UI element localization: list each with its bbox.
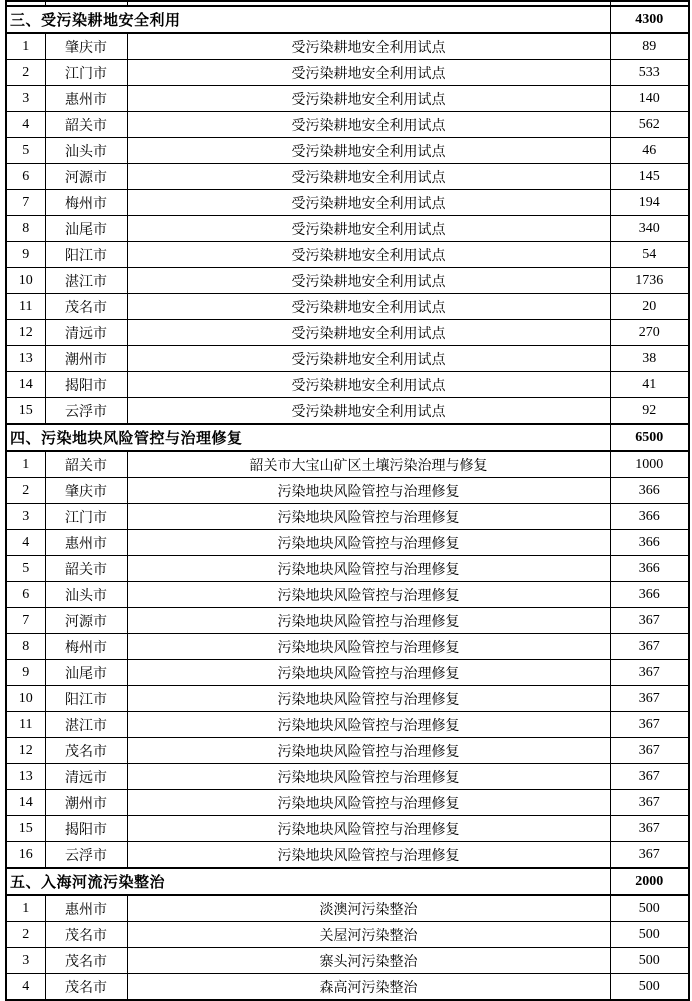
row-index-cell: 4 xyxy=(6,974,45,1001)
table-row xyxy=(6,294,689,320)
project-cell: 受污染耕地安全利用试点 xyxy=(127,268,610,294)
amount-cell: 500 xyxy=(610,922,689,948)
amount-cell: 367 xyxy=(610,712,689,738)
table-row xyxy=(6,112,689,138)
city-cell: 潮州市 xyxy=(45,346,127,372)
project-cell: 污染地块风险管控与治理修复 xyxy=(127,712,610,738)
project-cell: 受污染耕地安全利用试点 xyxy=(127,242,610,268)
project-cell: 关屋河污染整治 xyxy=(127,922,610,948)
project-cell: 污染地块风险管控与治理修复 xyxy=(127,634,610,660)
city-cell: 阳江市 xyxy=(45,686,127,712)
city-cell: 韶关市 xyxy=(45,112,127,138)
row-index-cell: 14 xyxy=(6,790,45,816)
row-index-cell: 2 xyxy=(6,922,45,948)
city-cell: 清远市 xyxy=(45,320,127,346)
project-cell: 受污染耕地安全利用试点 xyxy=(127,112,610,138)
row-index-cell: 8 xyxy=(6,216,45,242)
project-cell: 受污染耕地安全利用试点 xyxy=(127,164,610,190)
project-cell: 污染地块风险管控与治理修复 xyxy=(127,790,610,816)
project-cell: 污染地块风险管控与治理修复 xyxy=(127,842,610,869)
table-row xyxy=(6,33,689,60)
row-index-cell: 3 xyxy=(6,86,45,112)
amount-cell: 1736 xyxy=(610,268,689,294)
budget-allocation-table xyxy=(5,0,690,1001)
amount-cell: 367 xyxy=(610,660,689,686)
project-cell: 污染地块风险管控与治理修复 xyxy=(127,660,610,686)
table-row xyxy=(6,712,689,738)
amount-cell: 366 xyxy=(610,582,689,608)
city-cell: 江门市 xyxy=(45,60,127,86)
table-row xyxy=(6,895,689,922)
row-index-cell: 15 xyxy=(6,398,45,425)
table-row xyxy=(6,268,689,294)
table-row xyxy=(6,948,689,974)
amount-cell: 500 xyxy=(610,948,689,974)
project-cell: 污染地块风险管控与治理修复 xyxy=(127,530,610,556)
city-cell: 茂名市 xyxy=(45,738,127,764)
city-cell: 汕尾市 xyxy=(45,660,127,686)
section-total-cell: 6500 xyxy=(610,424,689,451)
row-index-cell: 9 xyxy=(6,660,45,686)
row-index-cell: 12 xyxy=(6,320,45,346)
city-cell: 潮州市 xyxy=(45,790,127,816)
row-index-cell: 16 xyxy=(6,842,45,869)
table-row xyxy=(6,216,689,242)
city-cell: 惠州市 xyxy=(45,895,127,922)
table-row xyxy=(6,922,689,948)
amount-cell: 366 xyxy=(610,556,689,582)
city-cell: 云浮市 xyxy=(45,398,127,425)
project-cell: 森高河污染整治 xyxy=(127,974,610,1001)
amount-cell: 367 xyxy=(610,608,689,634)
row-index-cell: 5 xyxy=(6,138,45,164)
project-cell: 受污染耕地安全利用试点 xyxy=(127,86,610,112)
table-row xyxy=(6,660,689,686)
city-cell: 湛江市 xyxy=(45,268,127,294)
row-index-cell: 14 xyxy=(6,372,45,398)
amount-cell: 46 xyxy=(610,138,689,164)
amount-cell: 367 xyxy=(610,816,689,842)
city-cell: 云浮市 xyxy=(45,842,127,869)
city-cell: 茂名市 xyxy=(45,948,127,974)
row-index-cell: 5 xyxy=(6,556,45,582)
amount-cell: 89 xyxy=(610,33,689,60)
section-header-row xyxy=(6,6,689,33)
amount-cell: 41 xyxy=(610,372,689,398)
project-cell: 受污染耕地安全利用试点 xyxy=(127,190,610,216)
project-cell: 受污染耕地安全利用试点 xyxy=(127,346,610,372)
project-cell: 污染地块风险管控与治理修复 xyxy=(127,504,610,530)
project-cell: 污染地块风险管控与治理修复 xyxy=(127,816,610,842)
amount-cell: 20 xyxy=(610,294,689,320)
city-cell: 揭阳市 xyxy=(45,372,127,398)
table-row xyxy=(6,608,689,634)
table-row xyxy=(6,530,689,556)
table-row xyxy=(6,451,689,478)
project-cell: 受污染耕地安全利用试点 xyxy=(127,398,610,425)
amount-cell: 366 xyxy=(610,478,689,504)
table-row xyxy=(6,842,689,869)
amount-cell: 340 xyxy=(610,216,689,242)
project-cell: 韶关市大宝山矿区土壤污染治理与修复 xyxy=(127,451,610,478)
budget-table-body xyxy=(6,1,689,1000)
row-index-cell: 9 xyxy=(6,242,45,268)
amount-cell: 145 xyxy=(610,164,689,190)
table-row xyxy=(6,634,689,660)
row-index-cell: 13 xyxy=(6,764,45,790)
table-row xyxy=(6,346,689,372)
row-index-cell: 4 xyxy=(6,112,45,138)
amount-cell: 562 xyxy=(610,112,689,138)
city-cell: 汕头市 xyxy=(45,138,127,164)
row-index-cell: 11 xyxy=(6,712,45,738)
row-index-cell: 6 xyxy=(6,582,45,608)
city-cell: 河源市 xyxy=(45,164,127,190)
amount-cell: 533 xyxy=(610,60,689,86)
table-row xyxy=(6,372,689,398)
project-cell: 污染地块风险管控与治理修复 xyxy=(127,582,610,608)
amount-cell: 367 xyxy=(610,842,689,869)
section-total-cell: 4300 xyxy=(610,6,689,33)
amount-cell: 270 xyxy=(610,320,689,346)
row-index-cell: 10 xyxy=(6,686,45,712)
table-row xyxy=(6,738,689,764)
row-index-cell: 1 xyxy=(6,33,45,60)
table-row xyxy=(6,86,689,112)
city-cell: 湛江市 xyxy=(45,712,127,738)
amount-cell: 1000 xyxy=(610,451,689,478)
city-cell: 揭阳市 xyxy=(45,816,127,842)
row-index-cell: 7 xyxy=(6,190,45,216)
table-row xyxy=(6,190,689,216)
amount-cell: 500 xyxy=(610,974,689,1001)
table-row xyxy=(6,60,689,86)
city-cell: 肇庆市 xyxy=(45,478,127,504)
amount-cell: 500 xyxy=(610,895,689,922)
table-row xyxy=(6,686,689,712)
project-cell: 污染地块风险管控与治理修复 xyxy=(127,764,610,790)
amount-cell: 366 xyxy=(610,504,689,530)
row-index-cell: 2 xyxy=(6,478,45,504)
section-header-row xyxy=(6,868,689,895)
amount-cell: 366 xyxy=(610,530,689,556)
table-row xyxy=(6,138,689,164)
project-cell: 淡澳河污染整治 xyxy=(127,895,610,922)
table-row xyxy=(6,478,689,504)
table-row xyxy=(6,504,689,530)
row-index-cell: 12 xyxy=(6,738,45,764)
table-row xyxy=(6,582,689,608)
amount-cell: 367 xyxy=(610,790,689,816)
amount-cell: 92 xyxy=(610,398,689,425)
row-index-cell: 11 xyxy=(6,294,45,320)
table-row xyxy=(6,320,689,346)
amount-cell: 367 xyxy=(610,634,689,660)
city-cell: 清远市 xyxy=(45,764,127,790)
section-title-cell: 五、入海河流污染整治 xyxy=(6,868,610,895)
city-cell: 惠州市 xyxy=(45,86,127,112)
project-cell: 受污染耕地安全利用试点 xyxy=(127,138,610,164)
city-cell: 汕头市 xyxy=(45,582,127,608)
section-total-cell: 2000 xyxy=(610,868,689,895)
city-cell: 韶关市 xyxy=(45,556,127,582)
city-cell: 江门市 xyxy=(45,504,127,530)
amount-cell: 54 xyxy=(610,242,689,268)
table-row xyxy=(6,764,689,790)
row-index-cell: 13 xyxy=(6,346,45,372)
project-cell: 寨头河污染整治 xyxy=(127,948,610,974)
table-row xyxy=(6,974,689,1001)
city-cell: 惠州市 xyxy=(45,530,127,556)
row-index-cell: 6 xyxy=(6,164,45,190)
amount-cell: 140 xyxy=(610,86,689,112)
table-row xyxy=(6,790,689,816)
city-cell: 阳江市 xyxy=(45,242,127,268)
row-index-cell: 2 xyxy=(6,60,45,86)
city-cell: 韶关市 xyxy=(45,451,127,478)
project-cell: 受污染耕地安全利用试点 xyxy=(127,33,610,60)
project-cell: 污染地块风险管控与治理修复 xyxy=(127,738,610,764)
project-cell: 受污染耕地安全利用试点 xyxy=(127,372,610,398)
project-cell: 受污染耕地安全利用试点 xyxy=(127,320,610,346)
city-cell: 茂名市 xyxy=(45,922,127,948)
city-cell: 茂名市 xyxy=(45,294,127,320)
row-index-cell: 3 xyxy=(6,504,45,530)
row-index-cell: 15 xyxy=(6,816,45,842)
table-row xyxy=(6,398,689,425)
project-cell: 污染地块风险管控与治理修复 xyxy=(127,686,610,712)
amount-cell: 367 xyxy=(610,738,689,764)
project-cell: 受污染耕地安全利用试点 xyxy=(127,294,610,320)
project-cell: 受污染耕地安全利用试点 xyxy=(127,60,610,86)
row-index-cell: 8 xyxy=(6,634,45,660)
city-cell: 河源市 xyxy=(45,608,127,634)
table-row xyxy=(6,242,689,268)
city-cell: 梅州市 xyxy=(45,190,127,216)
city-cell: 汕尾市 xyxy=(45,216,127,242)
row-index-cell: 3 xyxy=(6,948,45,974)
row-index-cell: 1 xyxy=(6,451,45,478)
section-title-cell: 三、受污染耕地安全利用 xyxy=(6,6,610,33)
amount-cell: 194 xyxy=(610,190,689,216)
project-cell: 受污染耕地安全利用试点 xyxy=(127,216,610,242)
city-cell: 梅州市 xyxy=(45,634,127,660)
table-row xyxy=(6,816,689,842)
row-index-cell: 1 xyxy=(6,895,45,922)
section-header-row xyxy=(6,424,689,451)
row-index-cell: 4 xyxy=(6,530,45,556)
project-cell: 污染地块风险管控与治理修复 xyxy=(127,556,610,582)
amount-cell: 367 xyxy=(610,686,689,712)
city-cell: 茂名市 xyxy=(45,974,127,1001)
table-row xyxy=(6,164,689,190)
section-title-cell: 四、污染地块风险管控与治理修复 xyxy=(6,424,610,451)
amount-cell: 38 xyxy=(610,346,689,372)
table-row xyxy=(6,556,689,582)
row-index-cell: 10 xyxy=(6,268,45,294)
city-cell: 肇庆市 xyxy=(45,33,127,60)
project-cell: 污染地块风险管控与治理修复 xyxy=(127,608,610,634)
project-cell: 污染地块风险管控与治理修复 xyxy=(127,478,610,504)
amount-cell: 367 xyxy=(610,764,689,790)
row-index-cell: 7 xyxy=(6,608,45,634)
